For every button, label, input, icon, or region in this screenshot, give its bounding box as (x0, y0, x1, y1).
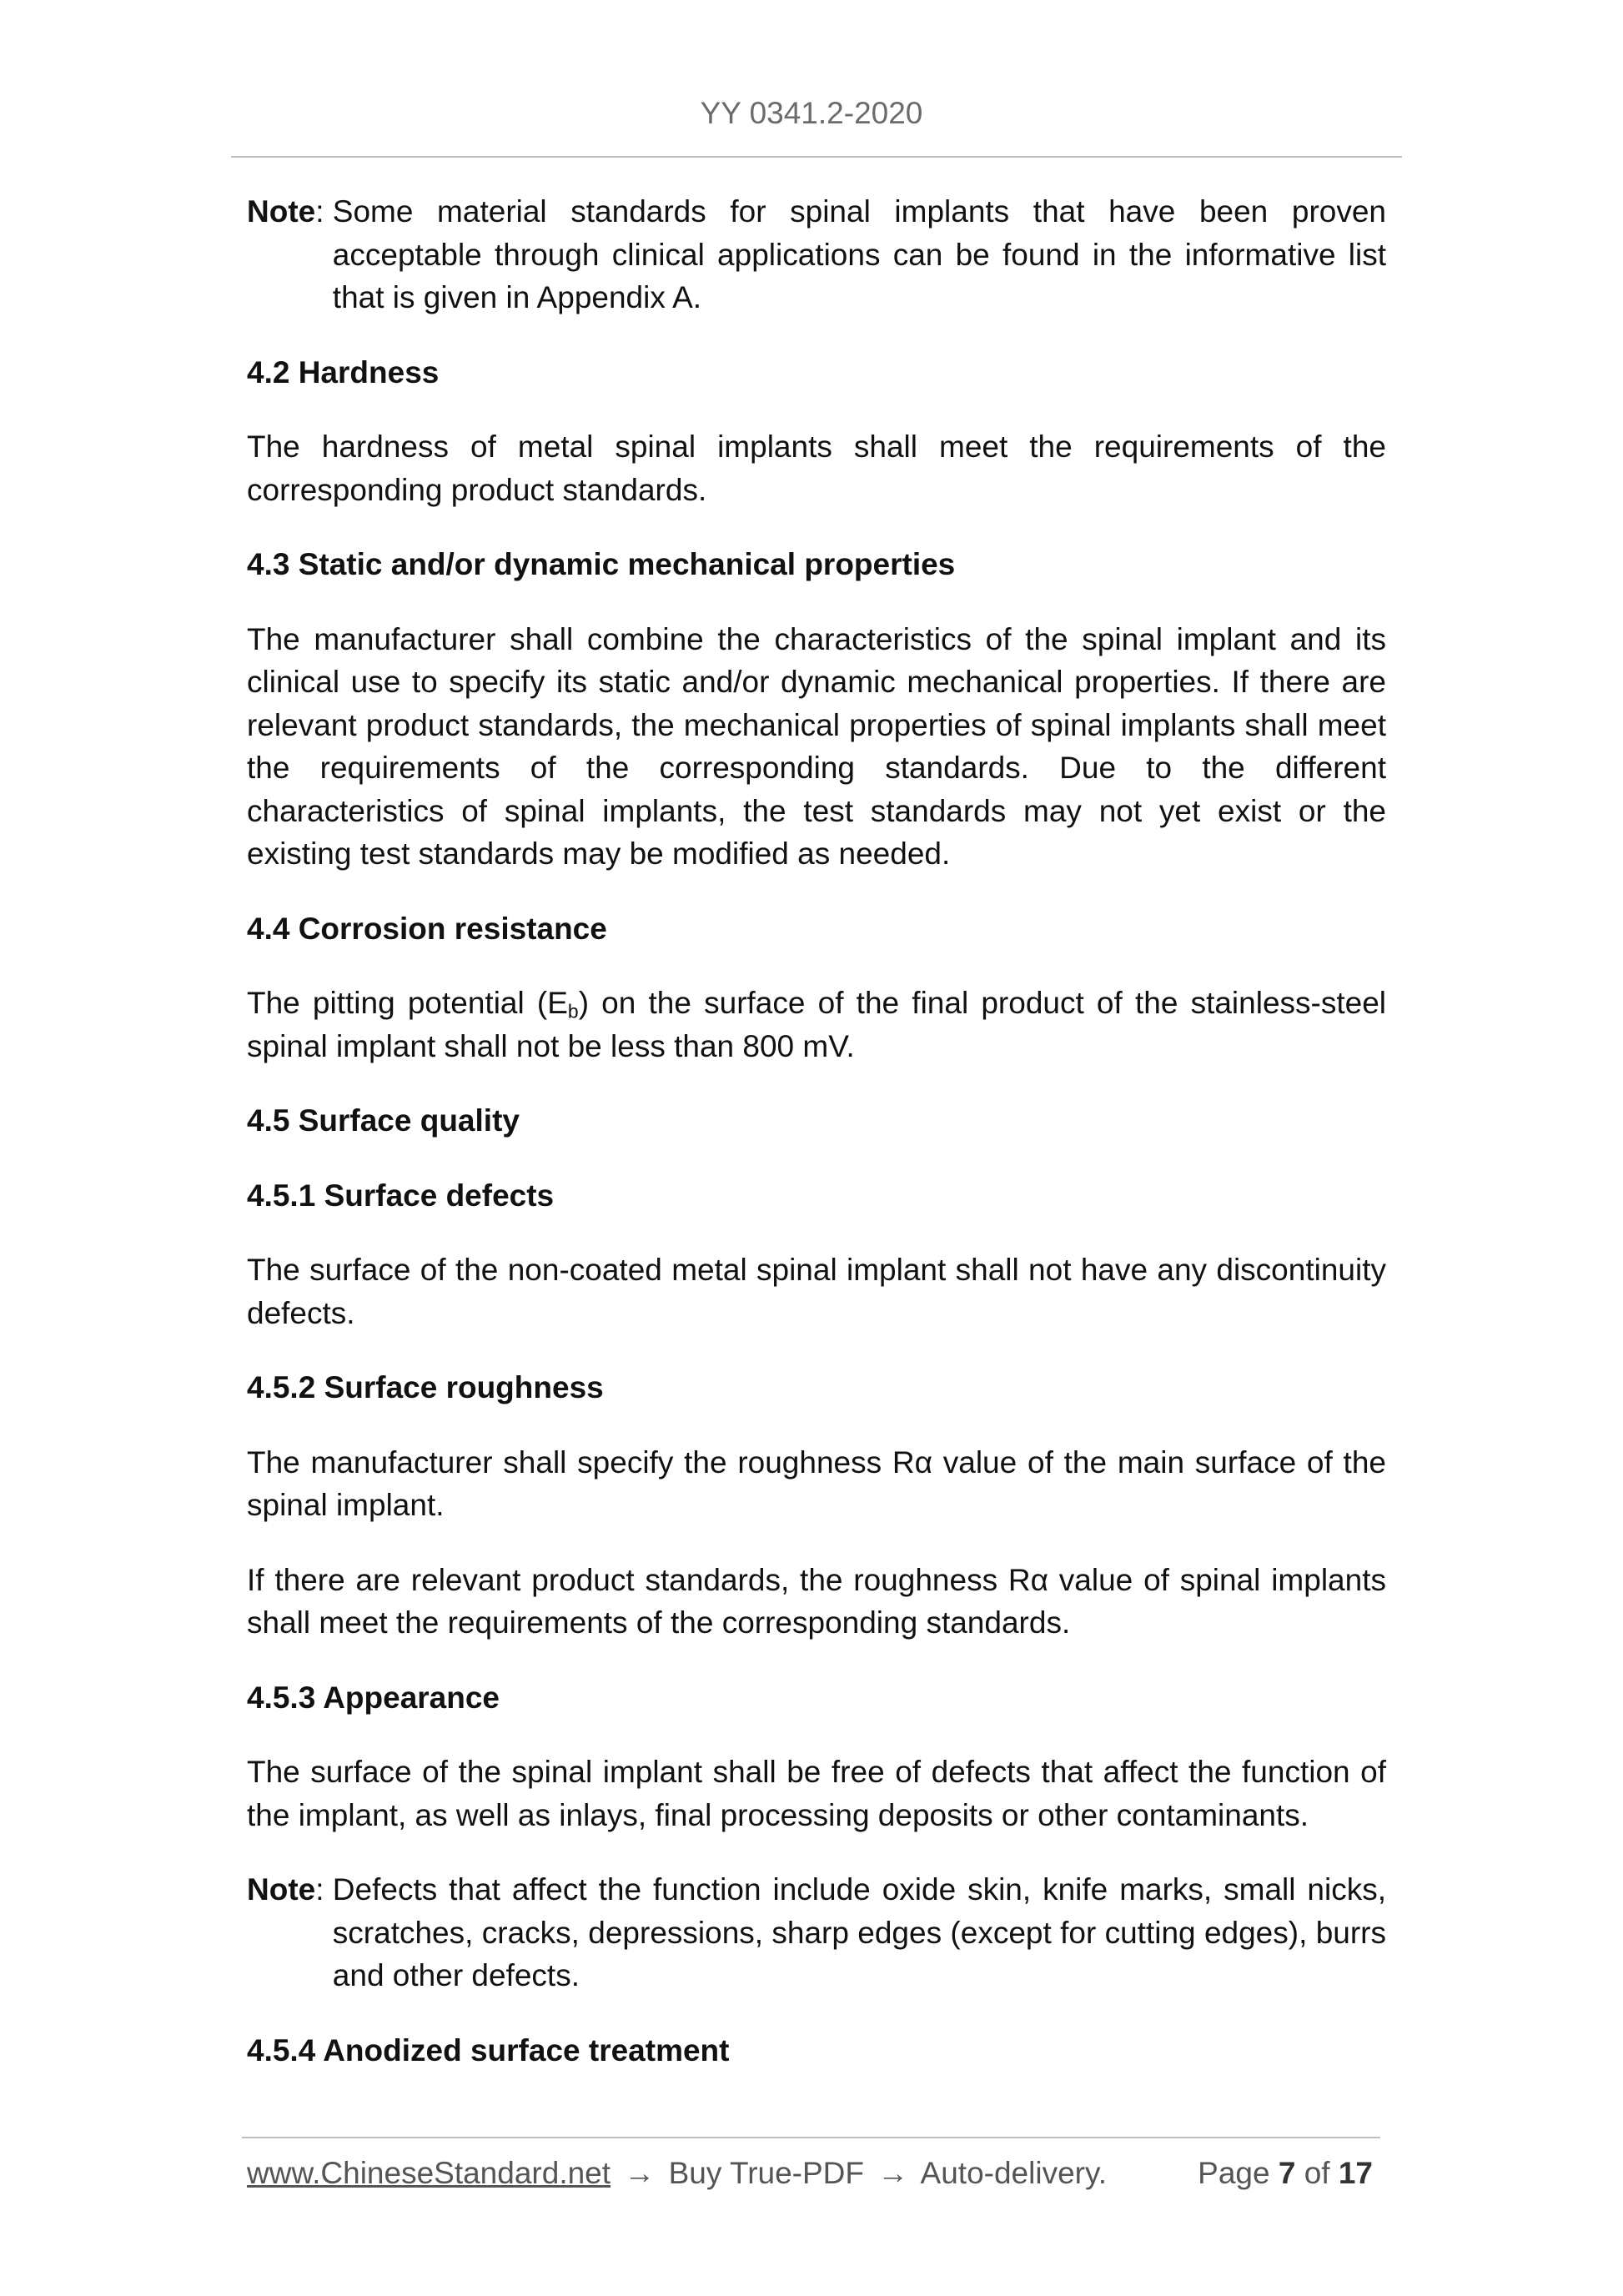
subscript-b: b (567, 1000, 579, 1022)
footer-divider (242, 2137, 1380, 2138)
section-text-4-3: The manufacturer shall combine the characteristics of the spinal implant and its clinical use to specify its static and/or dynamic mechanical properties. If there are relevant product standards, the mechanical properties of spinal implants shall meet the requirements of the corresponding standards. Due to the different characteristics of spinal implants, the test standards may not yet exist or the existing test standards may be modified as needed. (247, 621, 1386, 871)
section-text-4-5-2-b: If there are relevant product standards, the roughness Rα value of spinal implants shall meet the requirements of the corresponding standards. (247, 1562, 1386, 1640)
note-defects (247, 1868, 1386, 1997)
note-label: Note: (247, 194, 333, 229)
website-link[interactable]: www.ChineseStandard.net (247, 2156, 611, 2190)
buy-true-pdf-text: Buy True-PDF (668, 2156, 865, 2190)
total-pages: 17 (1338, 2156, 1373, 2190)
section-text-4-5-2-a: The manufacturer shall specify the roughness Rα value of the main surface of the spinal implant. (247, 1444, 1386, 1522)
footer-promo (247, 2156, 1107, 2191)
document-code-header: YY 0341.2-2020 (700, 96, 923, 130)
section-heading-4-5-4: 4.5.4 Anodized surface treatment (247, 2032, 730, 2067)
section-heading-4-4: 4.4 Corrosion resistance (247, 911, 607, 946)
auto-delivery-text: Auto-delivery. (920, 2156, 1108, 2190)
section-text-4-4: The pitting potential $(E_b)$ on the surface of the final product of the stainless-steel spinal implant shall not be less than 800 mV. (247, 986, 1386, 1063)
note-text: Some material standards for spinal implants that have been proven acceptable through clinical applications can be found in the informative list that is given in Appendix A. (332, 194, 1386, 314)
section-heading-4-5-1: 4.5.1 Surface defects (247, 1178, 555, 1213)
section-text-4-5-1: The surface of the non-coated metal spinal implant shall not have any discontinuity defects. (247, 1253, 1386, 1330)
section-text-4-5-3: The surface of the spinal implant shall be free of defects that affect the function of the implant, as well as inlays, final processing deposits or other contaminants. (247, 1755, 1386, 1832)
note-text: Defects that affect the function include oxide skin, knife marks, small nicks, scratches, cracks, depressions, sharp edges (except for cutting edges), burrs and other defects. (332, 1872, 1386, 1992)
arrow-right-icon: → (624, 2156, 656, 2190)
section-heading-4-2: 4.2 Hardness (247, 354, 440, 389)
page-number: Page 7 of 17 (1198, 2156, 1373, 2190)
section-heading-4-5-2: 4.5.2 Surface roughness (247, 1370, 604, 1404)
section-heading-4-5-3: 4.5.3 Appearance (247, 1680, 500, 1715)
section-text-4-2: The hardness of metal spinal implants shall meet the requirements of the corresponding product standards. (247, 430, 1386, 507)
current-page: 7 (1278, 2156, 1296, 2190)
note-label: Note: (247, 1872, 333, 1907)
section-heading-4-3: 4.3 Static and/or dynamic mechanical properties (247, 547, 956, 581)
arrow-right-icon: → (877, 2156, 909, 2190)
note-appendix-reference (247, 190, 1386, 319)
header-divider (231, 156, 1402, 158)
section-heading-4-5: 4.5 Surface quality (247, 1103, 520, 1138)
page-footer (247, 2156, 1373, 2191)
page-content (247, 190, 1386, 2103)
